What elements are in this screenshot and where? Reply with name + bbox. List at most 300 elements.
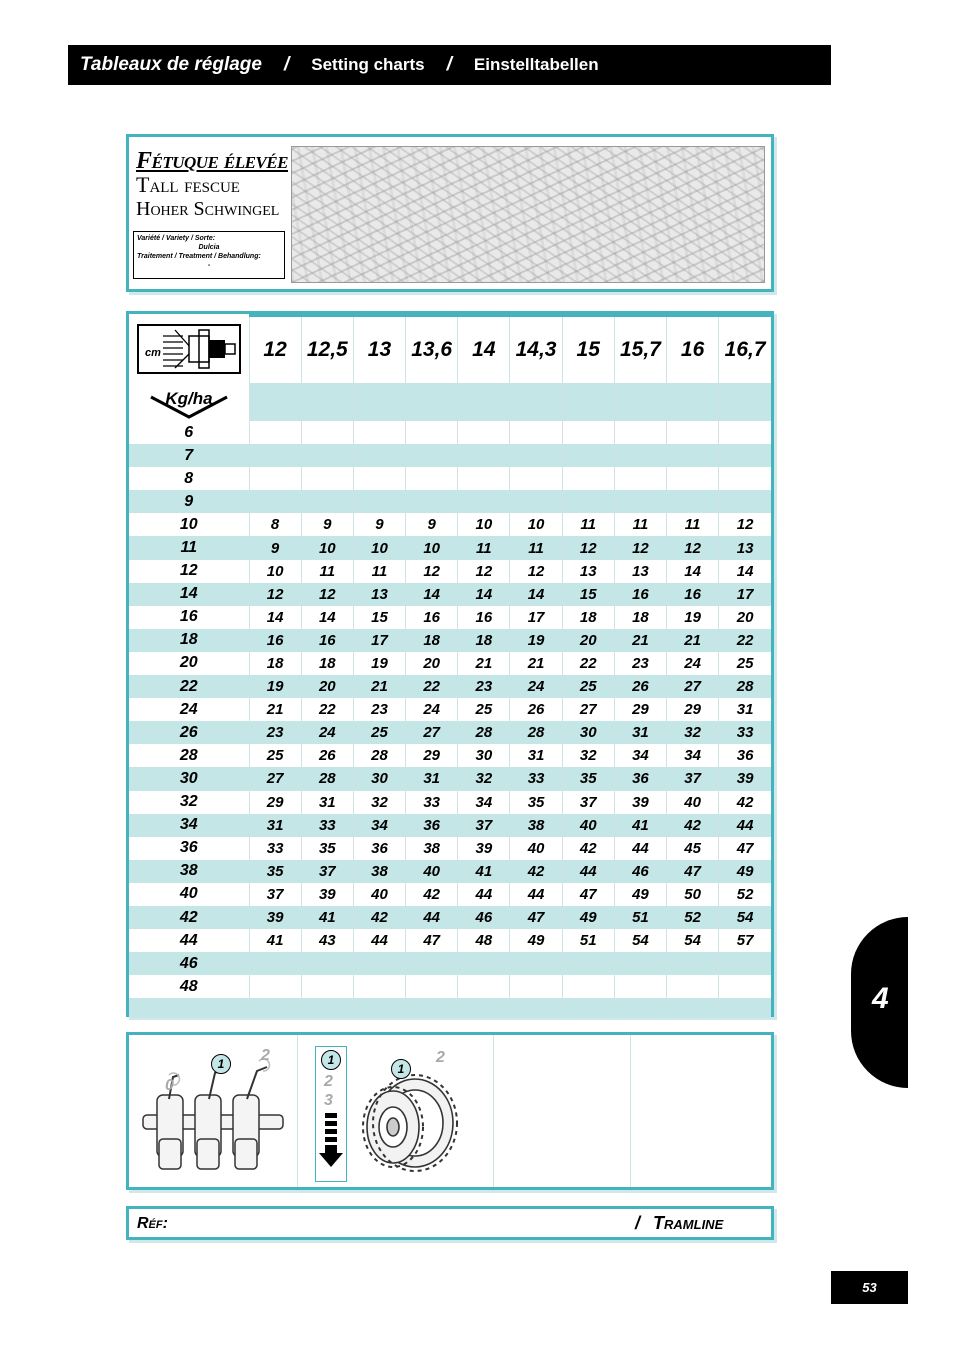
setting-cell: 40 xyxy=(353,883,405,906)
setting-cell: 35 xyxy=(510,791,562,814)
setting-cell xyxy=(719,952,771,975)
chapter-number: 4 xyxy=(872,982,889,1015)
scale-position-2: 2 xyxy=(324,1073,333,1090)
setting-cell: 50 xyxy=(667,883,719,906)
rate-cell: 16 xyxy=(179,608,198,626)
setting-cell xyxy=(719,467,771,490)
setting-cell xyxy=(510,421,562,444)
title-separator: / xyxy=(283,54,290,75)
setting-cell: 44 xyxy=(458,883,510,906)
setting-cell xyxy=(614,421,666,444)
setting-cell: 54 xyxy=(614,929,666,952)
setting-cell xyxy=(249,467,301,490)
setting-cell: 14 xyxy=(301,606,353,629)
setting-cell: 11 xyxy=(353,560,405,583)
setting-cell: 14 xyxy=(249,606,301,629)
setting-cell: 16 xyxy=(249,629,301,652)
table-cell xyxy=(667,383,719,421)
table-row xyxy=(129,860,771,883)
rate-cell: 8 xyxy=(184,469,194,487)
setting-cell: 12 xyxy=(249,583,301,606)
setting-cell: 11 xyxy=(562,513,614,536)
setting-cell: 44 xyxy=(406,906,458,929)
setting-cell xyxy=(406,975,458,998)
table-row xyxy=(129,929,771,952)
setting-cell: 46 xyxy=(614,860,666,883)
variety-value: Dulcia xyxy=(198,244,220,251)
tramline-label xyxy=(635,1213,723,1234)
setting-cell: 30 xyxy=(458,744,510,767)
setting-cell: 33 xyxy=(301,814,353,837)
empty-setting-cell xyxy=(493,1035,631,1187)
setting-cell: 33 xyxy=(249,837,301,860)
setting-cell: 28 xyxy=(719,675,771,698)
setting-cell: 54 xyxy=(719,906,771,929)
setting-cell: 30 xyxy=(353,767,405,790)
setting-cell: 41 xyxy=(614,814,666,837)
setting-cell: 37 xyxy=(667,767,719,790)
setting-cell: 42 xyxy=(353,906,405,929)
setting-cell xyxy=(614,975,666,998)
setting-cell: 22 xyxy=(562,652,614,675)
reference-separator: / xyxy=(635,1213,641,1233)
table-row xyxy=(129,536,771,559)
corner-cell xyxy=(129,316,249,384)
setting-cell: 51 xyxy=(614,906,666,929)
setting-cell: 11 xyxy=(667,513,719,536)
setting-cell xyxy=(249,421,301,444)
table-row xyxy=(129,698,771,721)
setting-cell: 27 xyxy=(667,675,719,698)
table-row xyxy=(129,744,771,767)
setting-cell: 28 xyxy=(301,767,353,790)
rate-cell: 18 xyxy=(129,629,249,652)
setting-cell xyxy=(353,421,405,444)
setting-cell xyxy=(353,975,405,998)
setting-cell: 44 xyxy=(719,814,771,837)
setting-cell xyxy=(458,952,510,975)
setting-cell: 37 xyxy=(249,883,301,906)
lever-position-1: 1 xyxy=(211,1054,231,1074)
setting-cell xyxy=(458,490,510,513)
setting-cell xyxy=(719,490,771,513)
working-width-header: 14,3 xyxy=(510,316,562,384)
rate-cell: 12 xyxy=(179,562,198,580)
setting-cell: 26 xyxy=(510,698,562,721)
setting-cell: 22 xyxy=(301,698,353,721)
rate-unit-label: Kg/ha xyxy=(165,389,213,408)
setting-cell: 29 xyxy=(249,791,301,814)
rate-cell: 32 xyxy=(179,793,198,811)
seed-name-fr: Fétuque élevée xyxy=(136,148,288,174)
svg-text:cm: cm xyxy=(145,346,161,359)
setting-cell: 17 xyxy=(510,606,562,629)
title-fr: Tableaux de réglage xyxy=(80,54,262,75)
setting-cell: 13 xyxy=(353,583,405,606)
setting-cell: 31 xyxy=(614,721,666,744)
setting-cell xyxy=(406,490,458,513)
treatment-value: - xyxy=(207,262,211,269)
table-cell xyxy=(719,998,771,1018)
seed-name-en: Tall fescue xyxy=(136,172,240,197)
setting-cell: 36 xyxy=(614,767,666,790)
setting-cell: 34 xyxy=(353,814,405,837)
table-row xyxy=(129,560,771,583)
setting-cell: 11 xyxy=(458,536,510,559)
setting-cell xyxy=(562,444,614,467)
setting-cell: 16 xyxy=(406,606,458,629)
setting-cell: 14 xyxy=(510,583,562,606)
table-footer-row xyxy=(129,998,771,1018)
setting-cell xyxy=(458,444,510,467)
table-cell xyxy=(353,998,405,1018)
reference-panel xyxy=(126,1206,774,1240)
setting-cell: 12 xyxy=(614,536,666,559)
setting-cell xyxy=(301,467,353,490)
setting-cell: 51 xyxy=(562,929,614,952)
setting-cell: 25 xyxy=(562,675,614,698)
setting-cell: 32 xyxy=(458,767,510,790)
rate-cell: 46 xyxy=(129,952,249,975)
setting-cell: 14 xyxy=(458,583,510,606)
setting-cell: 45 xyxy=(667,837,719,860)
rate-cell: 24 xyxy=(179,700,198,718)
table-row xyxy=(129,606,771,629)
setting-cell: 16 xyxy=(301,629,353,652)
setting-cell xyxy=(301,952,353,975)
setting-cell: 47 xyxy=(406,929,458,952)
setting-cell: 34 xyxy=(667,744,719,767)
setting-cell: 27 xyxy=(562,698,614,721)
setting-cell: 31 xyxy=(301,791,353,814)
setting-cell: 20 xyxy=(719,606,771,629)
rate-unit-row xyxy=(129,383,771,421)
gear-position-1: 1 xyxy=(391,1059,411,1079)
setting-cell: 24 xyxy=(406,698,458,721)
table-row xyxy=(129,814,771,837)
setting-cell: 35 xyxy=(249,860,301,883)
setting-cell: 12 xyxy=(301,583,353,606)
setting-cell: 18 xyxy=(406,629,458,652)
rate-cell: 14 xyxy=(129,583,249,606)
setting-cell: 22 xyxy=(719,629,771,652)
setting-cell: 31 xyxy=(510,744,562,767)
table-cell xyxy=(458,383,510,421)
setting-cell xyxy=(510,952,562,975)
setting-cell: 15 xyxy=(353,606,405,629)
setting-cell: 12 xyxy=(667,536,719,559)
working-width-header: 14 xyxy=(458,316,510,384)
table-row xyxy=(129,467,771,490)
setting-cell: 18 xyxy=(562,606,614,629)
setting-cell: 42 xyxy=(510,860,562,883)
header-bar xyxy=(68,45,831,85)
setting-cell: 38 xyxy=(353,860,405,883)
setting-cell: 9 xyxy=(353,513,405,536)
table-cell xyxy=(406,998,458,1018)
table-cell xyxy=(353,383,405,421)
setting-cell: 49 xyxy=(614,883,666,906)
working-width-header: 12 xyxy=(249,316,301,384)
rate-cell: 48 xyxy=(179,977,198,995)
setting-cell: 19 xyxy=(510,629,562,652)
setting-cell: 35 xyxy=(301,837,353,860)
setting-cell: 35 xyxy=(562,767,614,790)
treatment-label: Traitement / Treatment / Behandlung: xyxy=(137,253,261,260)
setting-cell xyxy=(406,421,458,444)
setting-cell: 11 xyxy=(301,560,353,583)
setting-cell: 49 xyxy=(510,929,562,952)
setting-cell: 39 xyxy=(719,767,771,790)
setting-cell: 28 xyxy=(510,721,562,744)
setting-cell: 31 xyxy=(406,767,458,790)
setting-cell: 19 xyxy=(667,606,719,629)
rate-cell: 20 xyxy=(179,654,198,672)
rate-cell: 10 xyxy=(179,515,198,533)
setting-cell: 13 xyxy=(719,536,771,559)
table-cell xyxy=(510,383,562,421)
setting-cell: 39 xyxy=(614,791,666,814)
setting-cell xyxy=(353,467,405,490)
setting-cell xyxy=(353,952,405,975)
rate-cell: 26 xyxy=(129,721,249,744)
setting-cell: 20 xyxy=(562,629,614,652)
setting-cell xyxy=(667,444,719,467)
setting-cell: 47 xyxy=(719,837,771,860)
setting-cell xyxy=(614,490,666,513)
title-separator: / xyxy=(446,54,452,75)
setting-cell xyxy=(667,490,719,513)
scale-position-1: 1 xyxy=(321,1050,341,1070)
setting-cell xyxy=(301,444,353,467)
setting-cell: 16 xyxy=(458,606,510,629)
setting-cell xyxy=(458,421,510,444)
setting-cell: 57 xyxy=(719,929,771,952)
setting-cell: 9 xyxy=(406,513,458,536)
setting-cell: 36 xyxy=(406,814,458,837)
table-cell xyxy=(249,998,301,1018)
setting-cell xyxy=(249,975,301,998)
table-cell xyxy=(301,383,353,421)
rate-cell: 11 xyxy=(129,536,249,559)
setting-cell: 20 xyxy=(301,675,353,698)
tramline-text: Tramline xyxy=(653,1213,724,1233)
setting-cell: 18 xyxy=(249,652,301,675)
rate-cell: 7 xyxy=(129,444,249,467)
setting-cell: 37 xyxy=(301,860,353,883)
setting-cell: 49 xyxy=(562,906,614,929)
setting-cell: 48 xyxy=(458,929,510,952)
table-cell xyxy=(406,383,458,421)
setting-cell: 44 xyxy=(510,883,562,906)
setting-cell: 39 xyxy=(301,883,353,906)
setting-cell: 31 xyxy=(719,698,771,721)
setting-cell: 47 xyxy=(667,860,719,883)
setting-cell: 10 xyxy=(301,536,353,559)
setting-cell xyxy=(353,444,405,467)
setting-cell: 13 xyxy=(562,560,614,583)
machine-settings-panel xyxy=(126,1032,774,1190)
table-row xyxy=(129,906,771,929)
setting-cell: 54 xyxy=(667,929,719,952)
setting-cell xyxy=(562,421,614,444)
setting-cell: 23 xyxy=(458,675,510,698)
lever-position-2: 2 xyxy=(261,1047,270,1064)
setting-cell: 40 xyxy=(406,860,458,883)
setting-cell: 28 xyxy=(353,744,405,767)
setting-cell: 47 xyxy=(510,906,562,929)
title-en: Setting charts xyxy=(311,55,425,74)
table-cell xyxy=(667,998,719,1018)
setting-cell xyxy=(614,952,666,975)
setting-cell: 12 xyxy=(510,560,562,583)
setting-cell: 32 xyxy=(667,721,719,744)
setting-cell: 13 xyxy=(614,560,666,583)
table-row xyxy=(129,421,771,444)
setting-cell xyxy=(719,421,771,444)
setting-cell: 25 xyxy=(458,698,510,721)
setting-cell: 33 xyxy=(510,767,562,790)
setting-cell xyxy=(510,444,562,467)
setting-cell: 21 xyxy=(614,629,666,652)
setting-cell xyxy=(667,952,719,975)
setting-cell: 14 xyxy=(406,583,458,606)
variety-box xyxy=(133,231,285,279)
setting-cell: 21 xyxy=(458,652,510,675)
rate-cell: 30 xyxy=(129,767,249,790)
table-cell xyxy=(249,383,301,421)
table-cell xyxy=(301,998,353,1018)
setting-cell xyxy=(562,975,614,998)
table-row xyxy=(129,629,771,652)
setting-cell: 29 xyxy=(406,744,458,767)
setting-cell xyxy=(406,952,458,975)
setting-cell: 18 xyxy=(301,652,353,675)
seed-names xyxy=(136,149,288,221)
setting-cell: 40 xyxy=(562,814,614,837)
setting-cell: 29 xyxy=(667,698,719,721)
setting-cell: 26 xyxy=(614,675,666,698)
setting-cell xyxy=(719,444,771,467)
table-cell xyxy=(614,998,666,1018)
setting-cell: 17 xyxy=(719,583,771,606)
setting-cell: 27 xyxy=(249,767,301,790)
settings-table xyxy=(129,314,771,1018)
rate-unit-cell xyxy=(129,383,249,421)
working-width-header: 13 xyxy=(353,316,405,384)
rate-cell: 44 xyxy=(179,931,198,949)
rate-cell: 6 xyxy=(184,423,194,441)
setting-cell: 52 xyxy=(719,883,771,906)
setting-cell: 44 xyxy=(562,860,614,883)
setting-cell: 16 xyxy=(614,583,666,606)
setting-cell xyxy=(667,975,719,998)
working-width-header: 15 xyxy=(562,316,614,384)
gearbox-icon xyxy=(297,1035,493,1185)
setting-cell: 39 xyxy=(458,837,510,860)
setting-cell: 21 xyxy=(249,698,301,721)
setting-cell: 36 xyxy=(719,744,771,767)
setting-cell xyxy=(301,490,353,513)
setting-cell: 46 xyxy=(458,906,510,929)
setting-cell: 23 xyxy=(249,721,301,744)
spreader-icon xyxy=(137,324,241,374)
setting-cell: 25 xyxy=(719,652,771,675)
setting-cell: 27 xyxy=(406,721,458,744)
setting-cell: 36 xyxy=(353,837,405,860)
setting-cell: 10 xyxy=(353,536,405,559)
setting-cell: 9 xyxy=(249,536,301,559)
rate-cell: 36 xyxy=(179,839,198,857)
table-cell xyxy=(614,383,666,421)
setting-cell xyxy=(301,421,353,444)
setting-cell: 11 xyxy=(614,513,666,536)
lever-position-0: 0 xyxy=(165,1077,174,1094)
setting-cell: 32 xyxy=(562,744,614,767)
settings-table-panel xyxy=(126,311,774,1017)
setting-cell xyxy=(667,421,719,444)
setting-cell xyxy=(510,975,562,998)
setting-cell: 33 xyxy=(719,721,771,744)
table-row xyxy=(129,952,771,975)
setting-cell xyxy=(614,467,666,490)
rate-cell: 22 xyxy=(129,675,249,698)
setting-cell: 49 xyxy=(719,860,771,883)
setting-cell: 10 xyxy=(458,513,510,536)
setting-cell xyxy=(510,467,562,490)
setting-cell: 40 xyxy=(667,791,719,814)
gearbox-cell xyxy=(297,1035,494,1187)
table-row xyxy=(129,767,771,790)
table-cell xyxy=(510,998,562,1018)
setting-cell: 12 xyxy=(406,560,458,583)
table-row xyxy=(129,675,771,698)
setting-cell: 31 xyxy=(249,814,301,837)
setting-cell: 14 xyxy=(667,560,719,583)
setting-cell: 11 xyxy=(510,536,562,559)
gear-position-2: 2 xyxy=(436,1049,445,1066)
width-header-row xyxy=(129,316,771,384)
table-row xyxy=(129,490,771,513)
setting-cell: 34 xyxy=(614,744,666,767)
table-row xyxy=(129,583,771,606)
setting-cell xyxy=(249,952,301,975)
rate-cell: 40 xyxy=(179,885,198,903)
working-width-header: 15,7 xyxy=(614,316,666,384)
setting-cell: 25 xyxy=(249,744,301,767)
setting-cell: 24 xyxy=(667,652,719,675)
table-cell xyxy=(562,383,614,421)
setting-cell: 12 xyxy=(719,513,771,536)
setting-cell: 41 xyxy=(249,929,301,952)
setting-cell: 25 xyxy=(353,721,405,744)
setting-cell: 41 xyxy=(301,906,353,929)
table-row xyxy=(129,837,771,860)
setting-cell: 17 xyxy=(353,629,405,652)
setting-cell: 34 xyxy=(458,791,510,814)
variety-label: Variété / Variety / Sorte: xyxy=(137,235,216,242)
setting-cell: 42 xyxy=(562,837,614,860)
setting-cell: 47 xyxy=(562,883,614,906)
table-row xyxy=(129,883,771,906)
table-cell xyxy=(562,998,614,1018)
table-row xyxy=(129,444,771,467)
setting-cell: 37 xyxy=(562,791,614,814)
setting-cell: 42 xyxy=(406,883,458,906)
table-row xyxy=(129,791,771,814)
rate-cell: 42 xyxy=(129,906,249,929)
setting-cell: 16 xyxy=(667,583,719,606)
